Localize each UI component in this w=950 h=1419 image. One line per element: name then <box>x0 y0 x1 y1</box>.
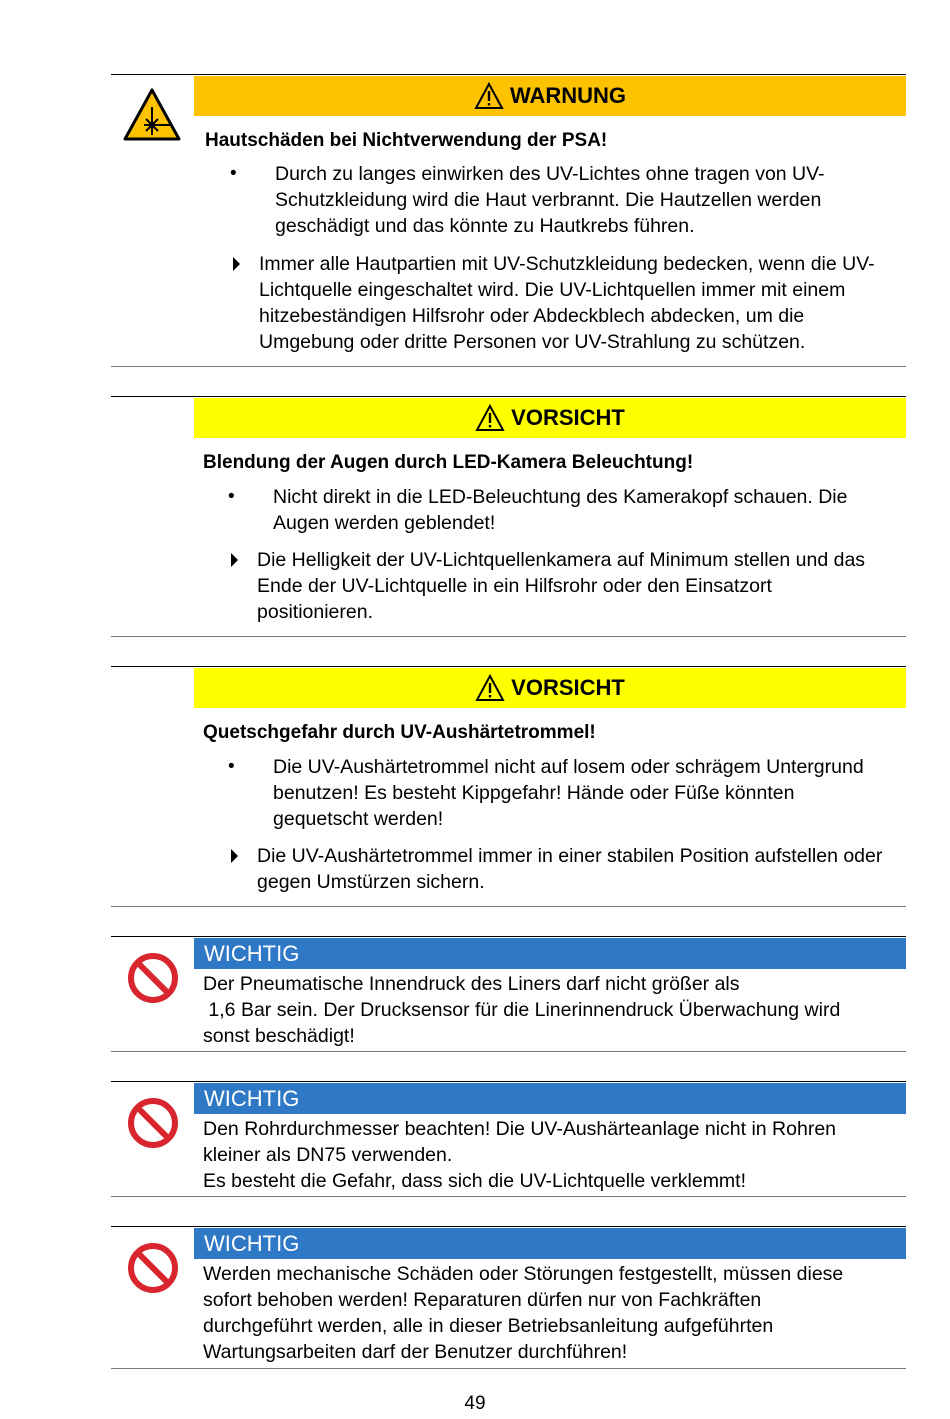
page-number: 49 <box>464 1393 486 1414</box>
info-header <box>194 1083 906 1114</box>
laser-warning-icon <box>122 87 182 143</box>
warning-bullet-text: Durch zu langes einwirken des UV-Lichtes ohne tragen von UV-Schutzkleidung wird die Haut verbrannt. Die Hautzellen werden geschädigt und das könnte zu Hautkrebs führen. <box>275 163 825 237</box>
info-text <box>203 971 903 1049</box>
block-divider <box>111 906 906 907</box>
warning-header <box>194 76 906 116</box>
caution-label: VORSICHT <box>511 405 625 430</box>
info-text-line: 1,6 Bar sein. Der Drucksensor für die Linerinnendruck Überwachung wird <box>203 999 841 1021</box>
info-text-line: durchgeführt werden, alle in dieser Betriebsanleitung aufgeführten <box>203 1315 774 1337</box>
prohibition-icon <box>126 1096 180 1150</box>
warning-triangle-icon <box>474 82 504 110</box>
block-divider <box>111 1368 906 1369</box>
action-arrow-icon <box>231 553 238 567</box>
bullet-dot: • <box>228 486 235 507</box>
info-text <box>203 1116 903 1194</box>
action-arrow-icon <box>233 257 240 271</box>
caution-bullet-text: Nicht direkt in die LED-Beleuchtung des Kamerakopf schauen. Die Augen werden geblendet! <box>273 486 848 534</box>
caution-action <box>257 547 887 625</box>
info-text-line: Werden mechanische Schäden oder Störungen festgestellt, müssen diese <box>203 1263 844 1285</box>
info-text-line: Der Pneumatische Innendruck des Liners darf nicht größer als <box>203 973 740 995</box>
info-text-line: kleiner als DN75 verwenden. <box>203 1144 453 1166</box>
info-block-1 <box>111 936 906 1052</box>
info-text-line: Es besteht die Gefahr, dass sich die UV-Lichtquelle verklemmt! <box>203 1170 747 1192</box>
warning-triangle-icon <box>475 404 505 432</box>
info-header <box>194 938 906 969</box>
caution-title: Blendung der Augen durch LED-Kamera Beleuchtung! <box>203 452 694 473</box>
warning-block <box>111 74 906 367</box>
bullet-dot: • <box>230 163 237 184</box>
bullet-dot: • <box>228 756 235 777</box>
caution-block-2 <box>111 666 906 907</box>
caution-action-text: Die Helligkeit der UV-Lichtquellenkamera auf Minimum stellen und das Ende der UV-Lichtquelle in ein Hilfsrohr oder den Einsatzort positionieren. <box>257 549 866 623</box>
warning-action <box>259 251 899 355</box>
warning-action-text: Immer alle Hautpartien mit UV-Schutzkleidung bedecken, wenn die UV-Lichtquelle eingeschaltet wird. Die UV-Lichtquellen immer mit einem hitzebeständigen Hilfsrohr oder Abdeckblech abdecken, um die Umgebung oder dritte Personen vor UV-Strahlung zu schützen. <box>259 253 875 353</box>
warning-title: Hautschäden bei Nichtverwendung der PSA! <box>205 130 608 151</box>
block-divider <box>111 636 906 637</box>
info-text-line: sofort behoben werden! Reparaturen dürfen nur von Fachkräften <box>203 1289 762 1311</box>
warning-label: WARNUNG <box>509 83 627 108</box>
prohibition-icon <box>126 951 180 1005</box>
warning-triangle-icon <box>475 674 505 702</box>
info-label: WICHTIG <box>204 1230 300 1256</box>
caution-bullet-text: Die UV-Aushärtetrommel nicht auf losem oder schrägem Untergrund benutzen! Es besteht Kippgefahr! Hände oder Füße könnten gequetscht werden! <box>273 756 864 830</box>
info-label: WICHTIG <box>204 940 300 966</box>
info-block-3 <box>111 1226 906 1369</box>
caution-action-text: Die UV-Aushärtetrommel immer in einer stabilen Position aufstellen oder gegen Umstürzen sichern. <box>257 845 883 893</box>
info-text <box>203 1261 903 1365</box>
caution-block-1 <box>111 396 906 637</box>
block-divider <box>111 366 906 367</box>
info-text-line: Wartungsarbeiten darf der Benutzer durchführen! <box>203 1341 628 1363</box>
caution-bullet <box>228 754 873 832</box>
prohibition-icon <box>126 1241 180 1295</box>
caution-title: Quetschgefahr durch UV-Aushärtetrommel! <box>203 722 596 743</box>
caution-bullet <box>228 484 873 536</box>
info-text-line: sonst beschädigt! <box>203 1025 355 1047</box>
info-label: WICHTIG <box>204 1085 300 1111</box>
block-divider <box>111 1196 906 1197</box>
caution-label: VORSICHT <box>511 675 625 700</box>
action-arrow-icon <box>231 849 238 863</box>
info-block-2 <box>111 1081 906 1197</box>
warning-bullet <box>230 161 845 239</box>
info-header <box>194 1228 906 1259</box>
info-text-line: Den Rohrdurchmesser beachten! Die UV-Aushärteanlage nicht in Rohren <box>203 1118 837 1140</box>
caution-action <box>257 843 887 895</box>
caution-header <box>194 398 906 438</box>
block-divider <box>111 1051 906 1052</box>
caution-header <box>194 668 906 708</box>
